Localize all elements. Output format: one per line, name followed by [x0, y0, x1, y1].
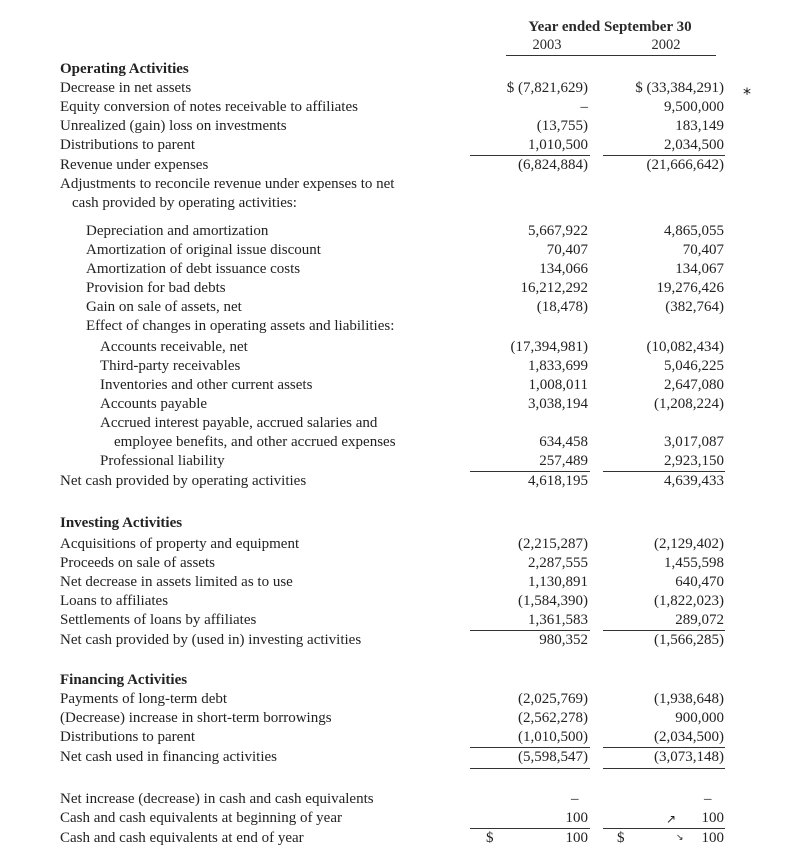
currency-symbol-2003: $	[486, 830, 494, 846]
row-label: Provision for bad debts	[86, 280, 226, 296]
column-header-title: Year ended September 30	[528, 19, 692, 35]
value-2002: 4,865,055	[664, 223, 724, 239]
table-row	[0, 452, 788, 471]
row-label: Operating Activities	[60, 61, 189, 77]
row-label: Amortization of original issue discount	[86, 242, 321, 258]
table-row	[0, 98, 788, 117]
value-2002: (1,208,224)	[654, 396, 724, 412]
value-2003: 1,010,500	[528, 137, 588, 153]
row-label: Investing Activities	[60, 515, 183, 531]
value-2003: (5,598,547)	[518, 749, 588, 765]
value-2002: 9,500,000	[664, 99, 724, 115]
row-label: Accounts receivable, net	[100, 339, 248, 355]
row-label: employee benefits, and other accrued expenses	[114, 434, 396, 450]
value-2002: 2,034,500	[664, 137, 724, 153]
value-2003: (18,478)	[536, 299, 588, 315]
value-2002: (3,073,148)	[654, 749, 724, 765]
currency-symbol-2002: $	[617, 830, 625, 846]
header-rule	[506, 55, 716, 56]
row-label: Unrealized (gain) loss on investments	[60, 118, 287, 134]
table-row	[0, 472, 788, 491]
value-2003: 4,618,195	[528, 473, 588, 489]
row-label: (Decrease) increase in short-term borrowings	[60, 710, 332, 726]
value-2003: 980,352	[539, 632, 588, 648]
table-row	[0, 79, 788, 98]
value-2002: 100	[701, 830, 724, 846]
total-rule-2003	[470, 768, 590, 769]
value-2003: –	[580, 99, 588, 115]
table-row	[0, 241, 788, 260]
table-row	[0, 433, 788, 452]
table-row	[0, 709, 788, 728]
value-2003: (1,010,500)	[518, 729, 588, 745]
row-label: Amortization of debt issuance costs	[86, 261, 301, 277]
pen-mark-tick: ↗	[666, 812, 677, 826]
value-2002: 19,276,426	[656, 280, 724, 296]
table-row	[0, 357, 788, 376]
value-2002: (1,938,648)	[654, 691, 724, 707]
table-row	[0, 573, 788, 592]
table-row	[0, 117, 788, 136]
row-label: Depreciation and amortization	[86, 223, 269, 239]
pen-mark-tick: ↘	[676, 833, 684, 843]
value-2003: –	[571, 791, 579, 807]
row-label: Net decrease in assets limited as to use	[60, 574, 293, 590]
row-label: Decrease in net assets	[60, 80, 192, 96]
table-row	[0, 414, 788, 433]
table-row	[0, 690, 788, 709]
table-row	[0, 535, 788, 554]
table-row	[0, 298, 788, 317]
table-row	[0, 611, 788, 630]
value-2002: (1,822,023)	[654, 593, 724, 609]
value-2002: 2,647,080	[664, 377, 724, 393]
value-2002: 3,017,087	[664, 434, 724, 450]
value-2003: $ (7,821,629)	[506, 80, 588, 96]
column-header-2002: 2002	[651, 37, 681, 53]
value-2002: 900,000	[675, 710, 724, 726]
value-2003: 100	[565, 830, 588, 846]
section-heading-investing	[0, 514, 788, 533]
row-label: Loans to affiliates	[60, 593, 169, 609]
value-2002: 289,072	[675, 612, 724, 628]
table-row	[0, 136, 788, 155]
value-2002: (2,129,402)	[654, 536, 724, 552]
value-2002: (10,082,434)	[646, 339, 724, 355]
value-2002: (1,566,285)	[654, 632, 724, 648]
table-row	[0, 338, 788, 357]
value-2002: 134,067	[675, 261, 724, 277]
value-2003: 1,361,583	[528, 612, 588, 628]
value-2003: (6,824,884)	[518, 157, 588, 173]
row-label: Payments of long-term debt	[60, 691, 228, 707]
row-label: Net cash provided by operating activities	[60, 473, 307, 489]
row-label: Equity conversion of notes receivable to affiliates	[60, 99, 358, 115]
value-2003: 257,489	[539, 453, 588, 469]
row-label: Effect of changes in operating assets and liabilities:	[86, 318, 395, 334]
value-2002: –	[704, 791, 712, 807]
row-label: Revenue under expenses	[60, 157, 209, 173]
value-2002: 1,455,598	[664, 555, 724, 571]
table-row	[0, 829, 788, 848]
table-row	[0, 395, 788, 414]
row-label: Acquisitions of property and equipment	[60, 536, 300, 552]
row-label: Adjustments to reconcile revenue under expenses to net	[60, 176, 395, 192]
annotation-asterisk: *	[743, 84, 751, 103]
value-2002: 4,639,433	[664, 473, 724, 489]
value-2002: 640,470	[675, 574, 724, 590]
value-2003: 16,212,292	[520, 280, 588, 296]
section-heading-operating	[0, 60, 788, 79]
value-2003: 634,458	[539, 434, 588, 450]
value-2002: 100	[701, 810, 724, 826]
table-row	[0, 222, 788, 241]
value-2003: (2,562,278)	[518, 710, 588, 726]
section-heading-financing	[0, 671, 788, 690]
table-row	[0, 194, 788, 213]
value-2003: (2,215,287)	[518, 536, 588, 552]
value-2002: 2,923,150	[664, 453, 724, 469]
value-2002: 70,407	[682, 242, 724, 258]
row-label: Inventories and other current assets	[100, 377, 313, 393]
table-row	[0, 592, 788, 611]
row-label: cash provided by operating activities:	[72, 195, 297, 211]
row-label: Accrued interest payable, accrued salaries and	[100, 415, 378, 431]
row-label: Cash and cash equivalents at beginning of year	[60, 810, 342, 826]
value-2003: 134,066	[539, 261, 588, 277]
row-label: Distributions to parent	[60, 729, 195, 745]
value-2002: (2,034,500)	[654, 729, 724, 745]
value-2003: 3,038,194	[528, 396, 588, 412]
table-row	[0, 728, 788, 747]
row-label: Distributions to parent	[60, 137, 195, 153]
value-2002: (21,666,642)	[646, 157, 724, 173]
row-label: Accounts payable	[100, 396, 208, 412]
table-row	[0, 376, 788, 395]
value-2002: (382,764)	[665, 299, 724, 315]
table-row	[0, 790, 788, 809]
table-row	[0, 317, 788, 336]
row-label: Professional liability	[100, 453, 225, 469]
table-row	[0, 175, 788, 194]
value-2003: (1,584,390)	[518, 593, 588, 609]
row-label: Gain on sale of assets, net	[86, 299, 242, 315]
row-label: Financing Activities	[60, 672, 188, 688]
row-label: Proceeds on sale of assets	[60, 555, 215, 571]
table-row	[0, 748, 788, 767]
row-label: Settlements of loans by affiliates	[60, 612, 257, 628]
value-2002: 5,046,225	[664, 358, 724, 374]
value-2003: (13,755)	[536, 118, 588, 134]
table-row	[0, 631, 788, 650]
value-2003: 2,287,555	[528, 555, 588, 571]
value-2002: $ (33,384,291)	[635, 80, 724, 96]
value-2003: (17,394,981)	[510, 339, 588, 355]
row-label: Cash and cash equivalents at end of year	[60, 830, 304, 846]
table-row	[0, 156, 788, 175]
row-label: Net cash used in financing activities	[60, 749, 278, 765]
value-2002: 183,149	[675, 118, 724, 134]
table-row	[0, 260, 788, 279]
row-label: Third-party receivables	[100, 358, 241, 374]
value-2003: 70,407	[546, 242, 588, 258]
table-row	[0, 554, 788, 573]
value-2003: 5,667,922	[528, 223, 588, 239]
row-label: Net cash provided by (used in) investing activities	[60, 632, 362, 648]
value-2003: 1,833,699	[528, 358, 588, 374]
value-2003: 1,008,011	[528, 377, 588, 393]
table-row	[0, 279, 788, 298]
value-2003: 1,130,891	[528, 574, 588, 590]
total-rule-2002	[603, 768, 725, 769]
column-header-2003: 2003	[532, 37, 562, 53]
value-2003: 100	[565, 810, 588, 826]
row-label: Net increase (decrease) in cash and cash equivalents	[60, 791, 374, 807]
value-2003: (2,025,769)	[518, 691, 588, 707]
